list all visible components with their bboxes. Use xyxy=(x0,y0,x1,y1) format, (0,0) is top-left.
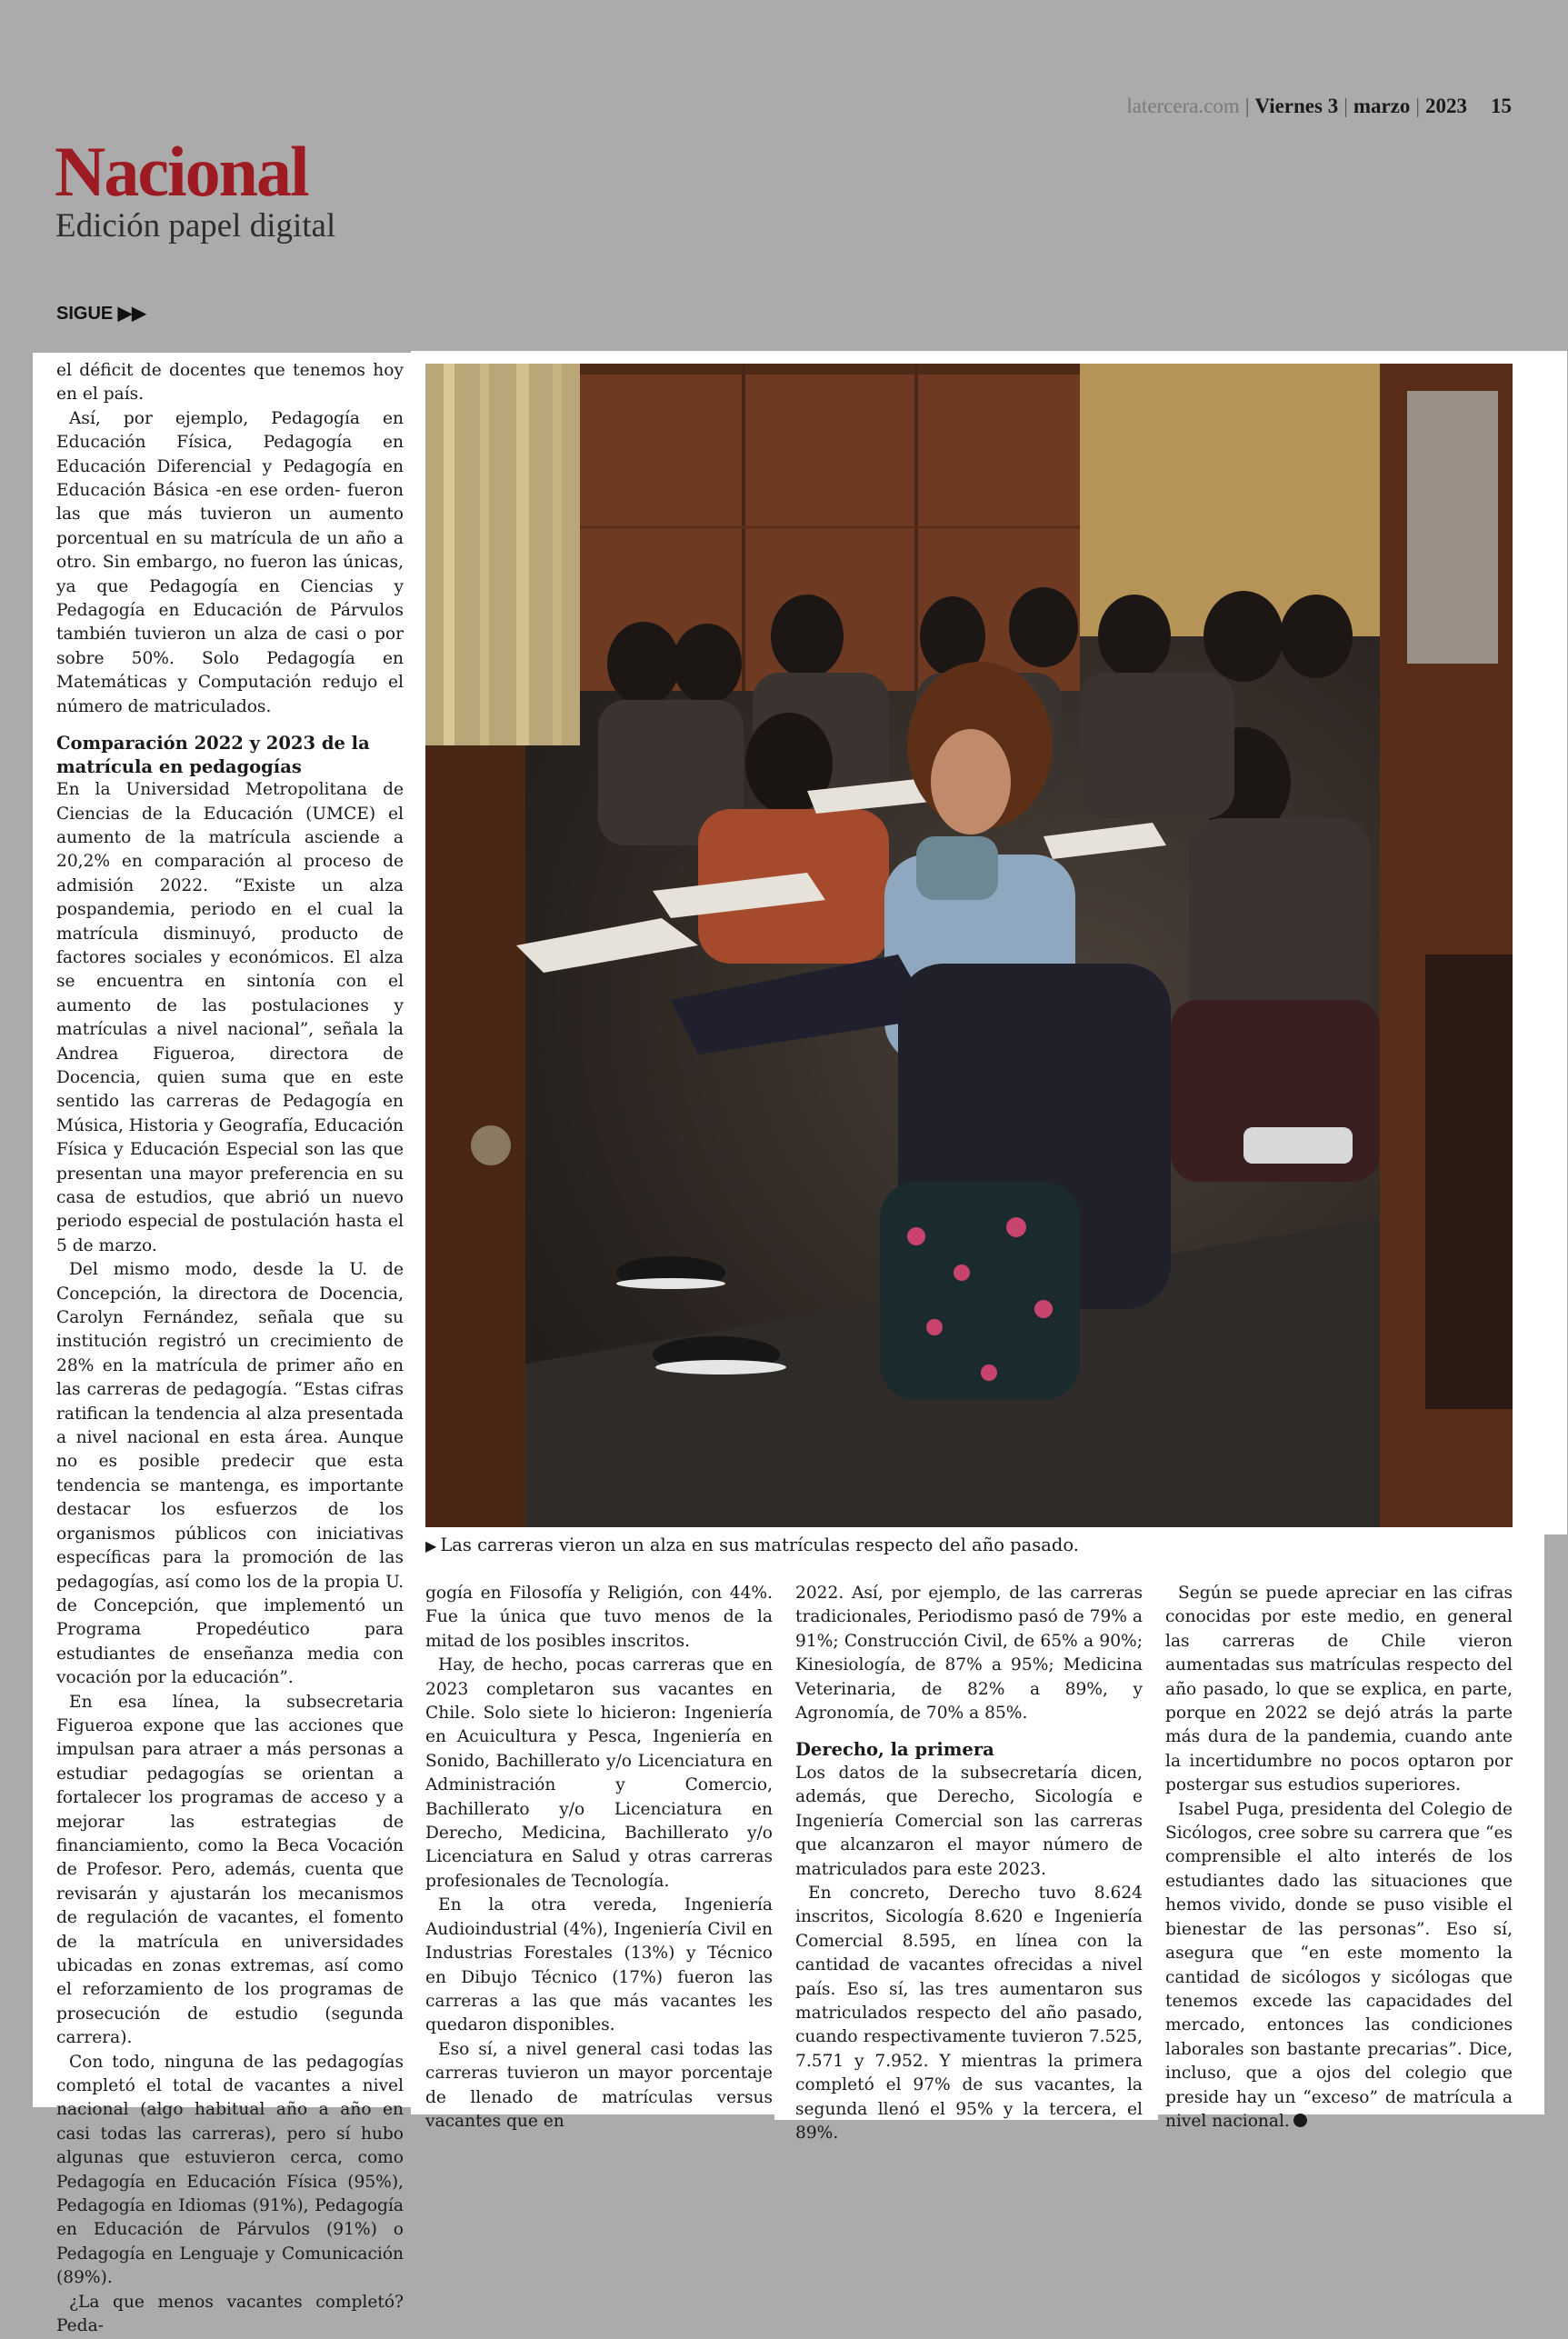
paragraph xyxy=(1165,1798,1513,2134)
caption-arrow-icon: ▶ xyxy=(425,1537,437,1554)
date-weekday: Viernes 3 xyxy=(1254,95,1339,117)
end-of-article-icon xyxy=(1293,2114,1307,2127)
classroom-illustration xyxy=(425,364,1513,1527)
continued-marker: SIGUE ▶▶ xyxy=(56,304,146,324)
paragraph: el déficit de docentes que tenemos hoy en el país. xyxy=(56,361,404,405)
date-month: marzo xyxy=(1353,95,1411,117)
site-name: latercera.com xyxy=(1126,95,1240,117)
page-header: latercera.com | Viernes 3 | marzo | 2023 15 xyxy=(1126,95,1512,117)
paragraph: En esa línea, la subsecretaria Figueroa expone que las acciones que impulsan para atraer a más personas a estudiar pedagogías se orientan a fortalecer los programas de acceso y a mejorar las estrategias de financiamiento, como la Beca Vocación de Profesor. Pero, además, cuenta que revisarán y ajustarán los mecanismos de regulación de vacantes, el fomento de la matrícula en universidades ubicadas en zonas extremas, así como el reforzamiento de los programas de prosecución de estudio (segunda carrera). xyxy=(56,1692,404,2048)
paragraph: Hay, de hecho, pocas carreras que en 2023 completaron sus vacantes en Chile. Solo siete lo hicieron: Ingeniería en Acuicultura y Pesca, Ingeniería en Sonido, Bachillerato y/o Licenciatura en Administración y Comercio, Bachillerato y/o Licenciatura en Derecho, Medicina, Bachillerato y/o Licenciatura en Salud y otras carreras profesionales de Tecnología. xyxy=(425,1655,773,1891)
classroom-photo xyxy=(425,364,1513,1527)
paragraph: gogía en Filosofía y Religión, con 44%. Fue la única que tuvo menos de la mitad de los posibles inscritos. xyxy=(425,1584,773,1651)
paragraph: Con todo, ninguna de las pedagogías completó el total de vacantes a nivel nacional (algo habitual año a año en casi todas las carreras), pero sí hubo algunas que estuvieron cerca, como Pedagogía en Educación Física (95%), Pedagogía en Idiomas (91%), Pedagogía en Educación de Párvulos (91%) o Pedagogía en Lenguaje y Comunicación (89%). xyxy=(56,2052,404,2288)
article-column-2 xyxy=(425,1582,773,2134)
paragraph: En la Universidad Metropolitana de Ciencias de la Educación (UMCE) el aumento de la matrícula asciende a 20,2% en comparación al proceso de admisión 2022. “Existe un alza pospandemia, periodo en el cual la matrícula disminuyó, producto de factores sociales y económicos. El alza se encuentra en sintonía con el aumento de las postulaciones y matrículas a nivel nacional”, señala la Andrea Figueroa, directora de Docencia, quien suma que en este sentido las carreras de Pedagogía en Música, Historia y Geografía, Educación Física y Educación Especial son las que presentan una mayor preferencia en su casa de estudios, que abrió un nuevo periodo especial de postulación hasta el 5 de marzo. xyxy=(56,780,404,1255)
subheading: Comparación 2022 y 2023 de la matrícula en pedagogías xyxy=(56,733,370,777)
edition-subtitle: Edición papel digital xyxy=(55,207,336,245)
date-year: 2023 xyxy=(1425,95,1467,117)
subheading: Derecho, la primera xyxy=(795,1739,994,1761)
paragraph: Eso sí, a nivel general casi todas las carreras tuvieron un mayor porcentaje de llenado de matrículas versus vacantes que en xyxy=(425,2039,773,2131)
paragraph: Según se puede apreciar en las cifras conocidas por este medio, en general las carreras de Chile vieron aumentadas sus matrículas respecto del año pasado, lo que se explica, en parte, porque en 2022 se dejó atrás la parte más dura de la pandemia, cuando ante la incertidumbre no pocos optaron por postergar sus estudios superiores. xyxy=(1165,1584,1513,1795)
paragraph: Así, por ejemplo, Pedagogía en Educación Física, Pedagogía en Educación Diferencial y Pedagogía en Educación Básica -en ese orden- fueron las que más tuvieron un aumento porcentual en su matrícula de un año a otro. Sin embargo, no fueron las únicas, ya que Pedagogía en Ciencias y Pedagogía en Educación de Párvulos también tuvieron un alza de casi o por sobre 50%. Solo Pedagogía en Matemáticas y Computación redujo el número de matriculados. xyxy=(56,408,404,716)
paragraph: Del mismo modo, desde la U. de Concepción, la directora de Docencia, Carolyn Fernández, señala que su institución registró un crecimiento de 28% en la matrícula de primer año en las carreras de pedagogía. “Estas cifras ratifican la tendencia al alza presentada a nivel nacional en esta área. Aunque no es posible predecir que esta tendencia se mantenga, es importante destacar los esfuerzos de los organismos públicos con iniciativas específicas para la promoción de las pedagogías, así como los de la propia U. de Concepción, que implementó un Programa Propedéutico para estudiantes de enseñanza media con vocación por la educación”. xyxy=(56,1260,404,1688)
paragraph-text: Isabel Puga, presidenta del Colegio de Sicólogos, cree sobre su carrera que “es comprensible el alto interés de los estudiantes dado las situaciones que hemos vivido, donde se puso visible el bienestar de las personas”. Eso sí, asegura que “en este momento la cantidad de sicólogos y sicólogas que tenemos excede las capacidades del mercado, entonces las condiciones laborales son bastante precarias”. Dice, incluso, que a ojos del colegio que preside hay un “exceso” de matrícula a nivel nacional. xyxy=(1165,1799,1513,2131)
paragraph: Los datos de la subsecretaría dicen, además, que Derecho, Sicología e Ingeniería Comercial son las carreras que alcanzaron el mayor número de matriculados para este 2023. xyxy=(795,1763,1143,1879)
photo-caption-text: Las carreras vieron un alza en sus matrículas respecto del año pasado. xyxy=(440,1534,1079,1555)
page-number: 15 xyxy=(1491,95,1512,117)
paragraph: En la otra vereda, Ingeniería Audioindustrial (4%), Ingeniería Civil en Industrias Forestales (13%) y Técnico en Dibujo Técnico (17%) fueron las carreras a las que más vacantes les quedaron disponibles. xyxy=(425,1895,773,2035)
paragraph: ¿La que menos vacantes completó? Peda- xyxy=(56,2292,404,2336)
paragraph: 2022. Así, por ejemplo, de las carreras tradicionales, Periodismo pasó de 79% a 91%; Construcción Civil, de 65% a 90%; Kinesiología, de 87% a 95%; Medicina Veterinaria, de 82% a 89%, y Agronomía, de 70% a 85%. xyxy=(795,1584,1143,1724)
paragraph: En concreto, Derecho tuvo 8.624 inscritos, Sicología 8.620 e Ingeniería Comercial 8.595, en línea con la cantidad de vacantes ofrecidas a nivel país. Eso sí, las tres aumentaron sus matriculados respecto del año pasado, cuando respectivamente tuvieron 7.525, 7.571 y 7.952. Y mientras la primera completó el 97% de sus vacantes, la segunda llenó el 95% y la tercera, el 89%. xyxy=(795,1883,1143,2144)
article-column-1 xyxy=(56,359,404,2339)
photo-caption xyxy=(425,1534,1079,1555)
article-column-3 xyxy=(795,1582,1143,2145)
article-column-4 xyxy=(1165,1582,1513,2134)
section-title: Nacional xyxy=(55,132,308,211)
